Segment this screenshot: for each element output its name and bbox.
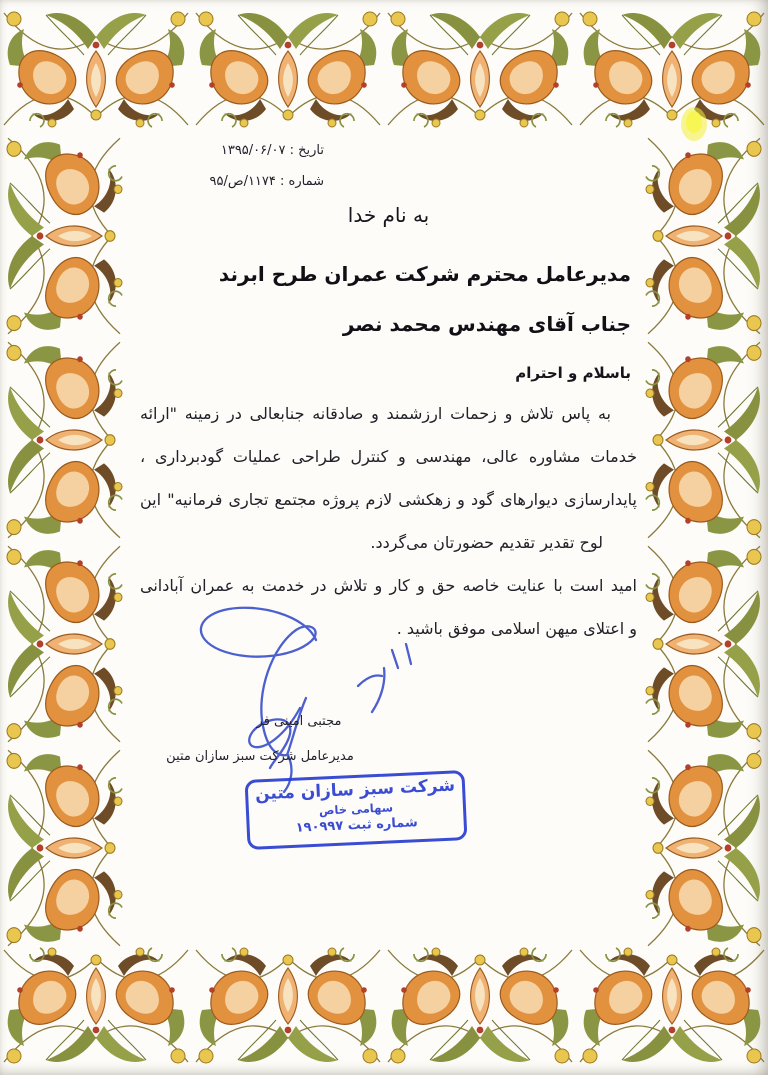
border-right xyxy=(646,138,761,946)
bismillah-heading: به نام خدا xyxy=(347,203,430,227)
highlighter-smudge xyxy=(681,107,707,141)
letter-meta xyxy=(154,143,324,205)
date-line: تاریخ : ۱۳۹۵/۰۶/۰۷ xyxy=(220,143,324,158)
stamp-registration-number: شماره ثبت ۱۹۰۹۹۷ xyxy=(295,815,419,836)
border-bottom xyxy=(4,948,764,1063)
letter-body xyxy=(140,392,637,650)
signer-name: مجتبی امینی فر xyxy=(256,714,342,729)
signer-title: مدیرعامل شرکت سبز سازان متین xyxy=(166,749,354,764)
body-line: امید است با عنایت خاصه حق و کار و تلاش در خدمت به عمران آبادانی xyxy=(140,576,637,595)
recipient-name-line: جناب آقای مهندس محمد نصر xyxy=(342,312,631,336)
recipient-position-line: مدیرعامل محترم شرکت عمران طرح ابرند xyxy=(218,262,631,286)
reference-number-line: شماره : ۱۱۷۴/ص/۹۵ xyxy=(209,174,324,189)
body-line: لوح تقدیر تقدیم حضورتان می‌گردد. xyxy=(370,533,603,552)
company-stamp xyxy=(245,770,468,850)
salutation: باسلام و احترام xyxy=(515,364,631,382)
stamp-company-name: شرکت سبز سازان متین xyxy=(254,775,456,805)
border-top xyxy=(4,12,764,127)
stamp-company-type: سهامی خاص xyxy=(318,800,394,818)
body-line: خدمات مشاوره عالی، مهندسی و کنترل طراحی عملیات گودبرداری ، xyxy=(140,447,637,466)
body-line: به پاس تلاش و زحمات ارزشمند و صادقانه جنابعالی در زمینه "ارائه xyxy=(140,404,611,423)
body-line: پایدارسازی دیوارهای گود و زهکشی لازم پروژه مجتمع تجاری فرمانیه" این xyxy=(140,490,637,509)
body-line: و اعتلای میهن اسلامی موفق باشید . xyxy=(396,619,637,638)
border-left xyxy=(7,138,122,946)
